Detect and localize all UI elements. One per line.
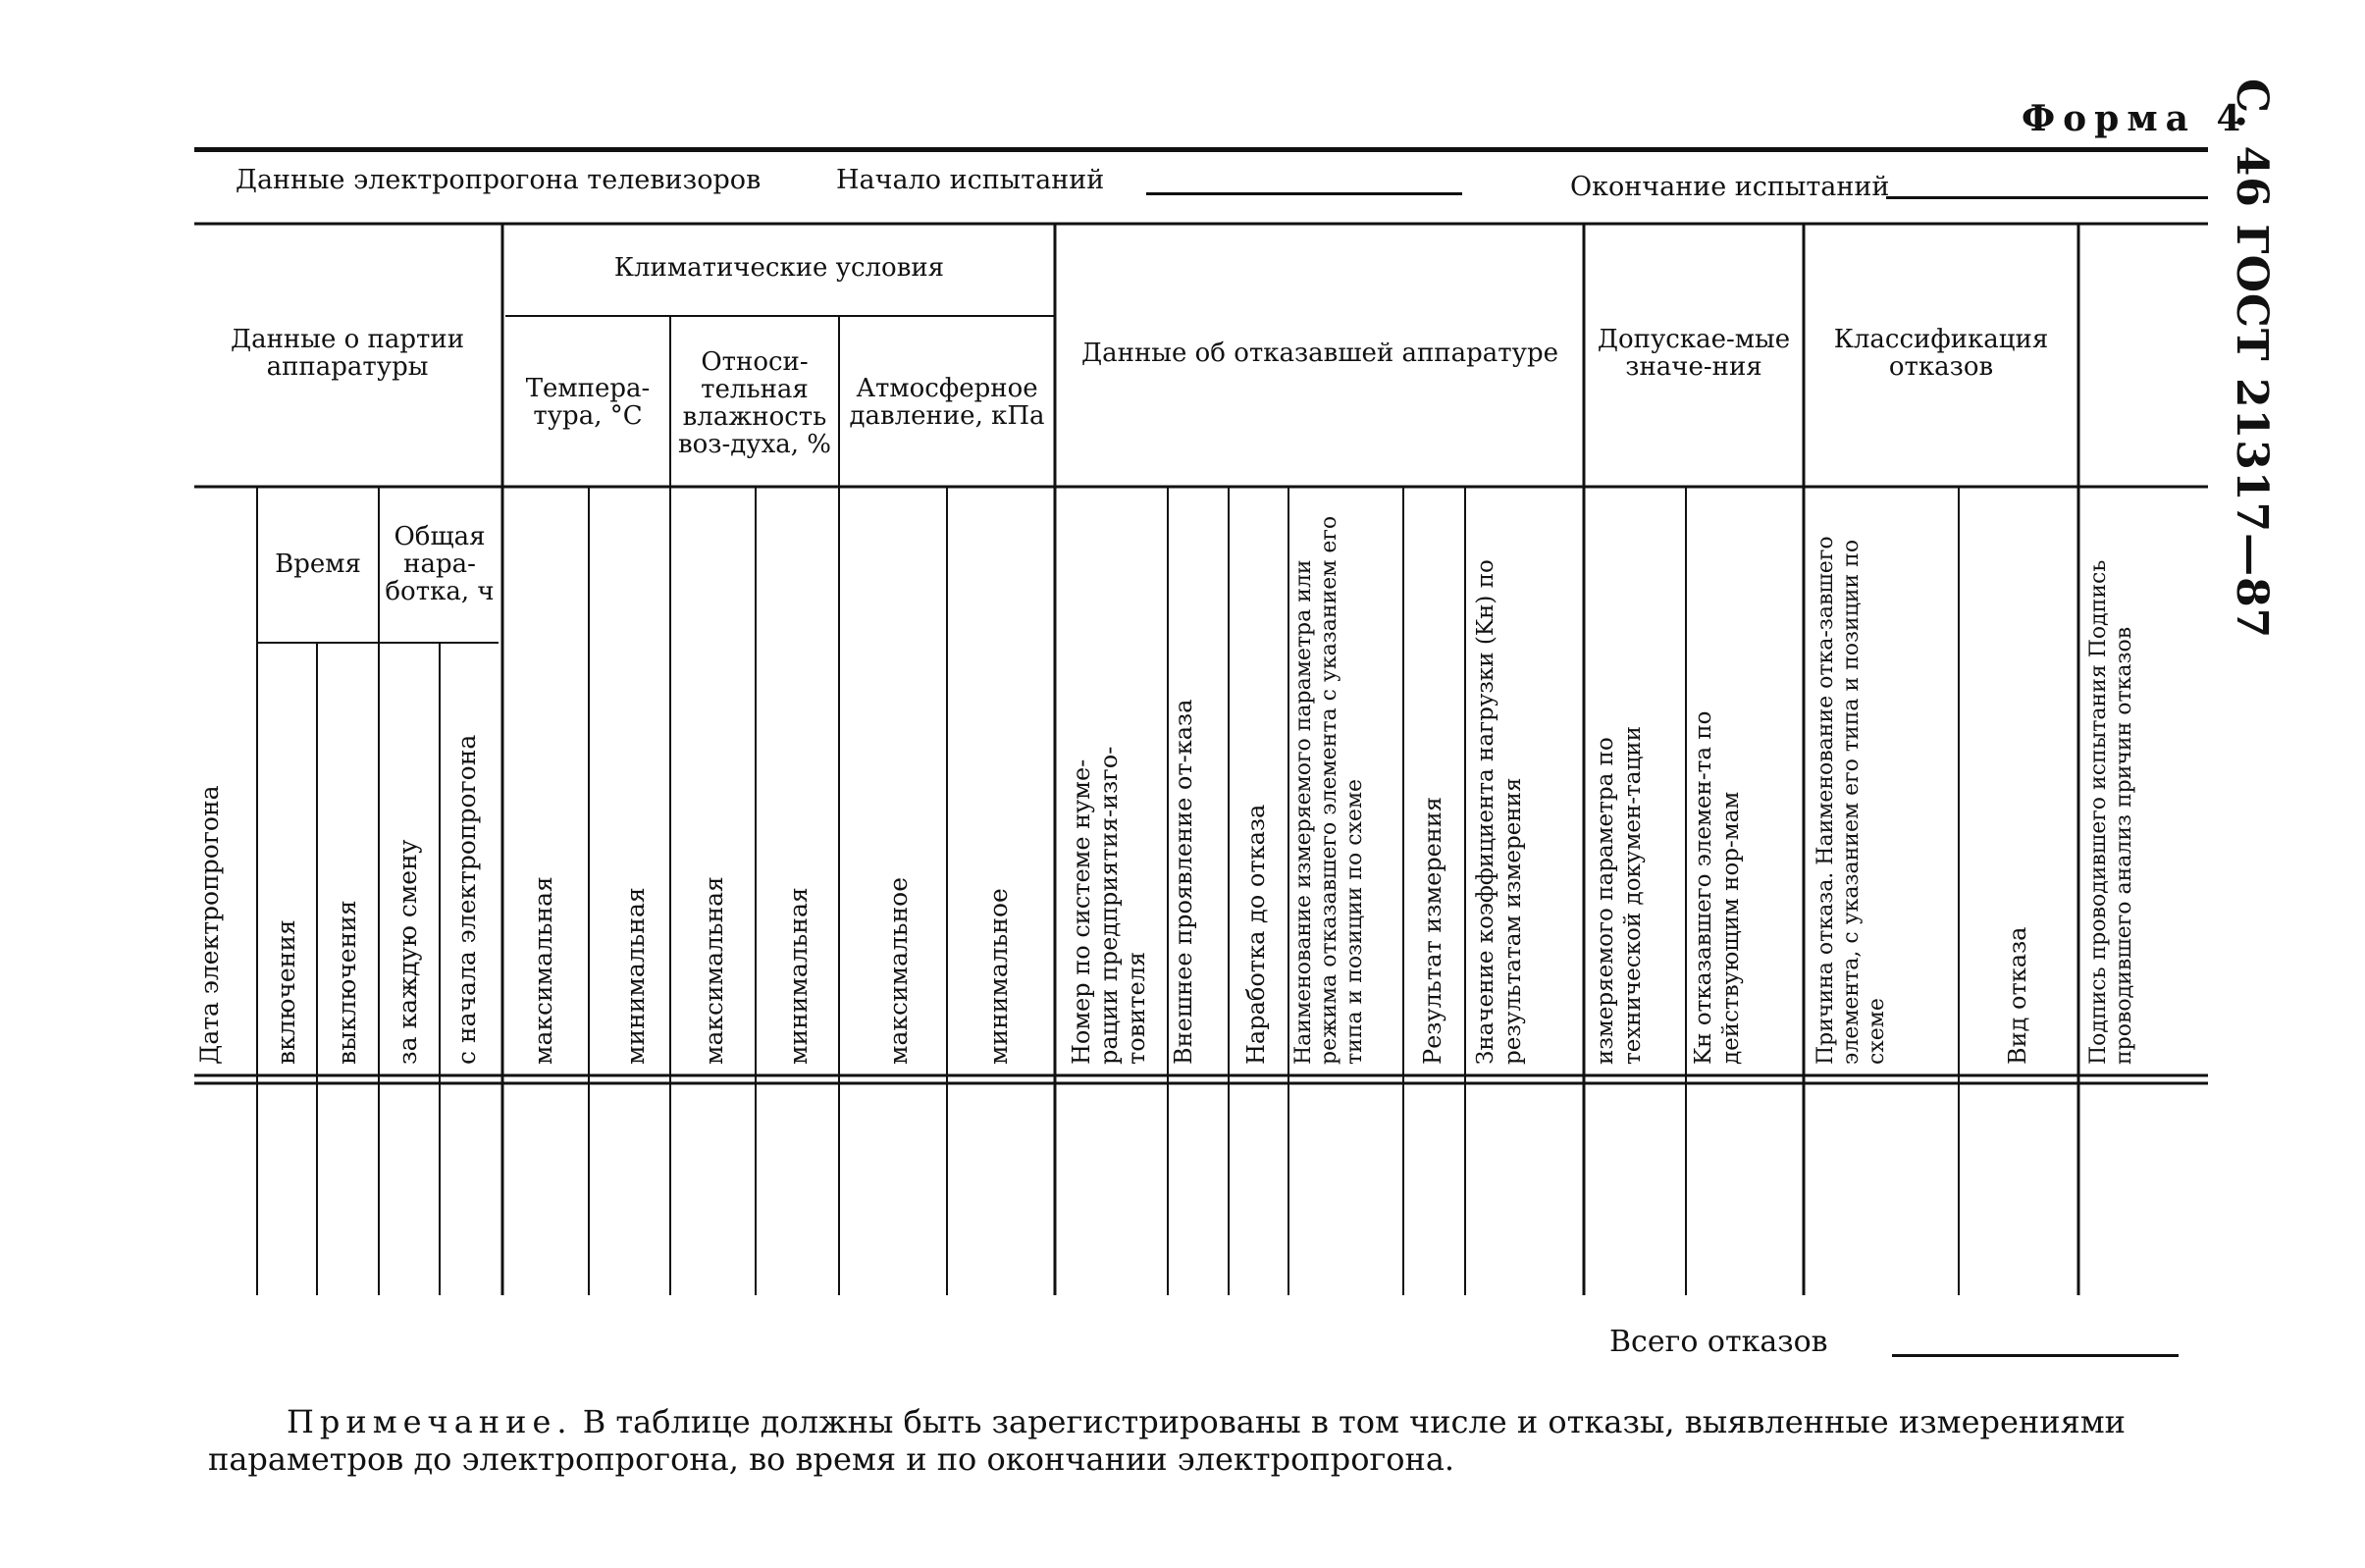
group-batch: Данные о партии аппаратуры [230,325,465,382]
document-page: С. 46 ГОСТ 21317—87 Форма 4 Данные электропрогона телевизоров Начало испытаний Окончание испытаний Данные о партии аппаратуры Климатические условия Темпера-тура, °С Относи-тельная влажность воз-духа, % Атмосферное давление, кПа Данные об отказавшей аппаратуре Допускае-мые значе-ния Классификация отказов Время Общая нара-ботка, ч Дата электропрогона включения выключения за каждую смену с начала электропрогона максимальная минимальная максимальная минимальная максимальное минимальное Номер по системе нуме-рации предприятия-изго-товителя Внешнее проявление от-каза Наработка до отказа Наименование измеряемого параметра или режима отказавшего элемента с указанием его типа и позиции по схеме Результат измерения Значение коэффициента нагрузки (Kн) по результатам измерения измеряемого параметра по технической докумен-тации Kн отказавшего элемен-та по действующим нор-мам Причина отказа. Наименование отка-завшего элемента, с указанием его типа и позиции по схеме Вид отказа Подпись проводившего испытания Подпись проводившего анализ причин отказов Всего отказов Примечание. В таблице должны быть зарегистрированы в том числе и отказы, выявленные измерениями параметров до электропрогона, во время и по окончании электропрогона. [0,0,2365,1568]
total-failures-label: Всего отказов [1609,1325,1828,1359]
group-pressure: Атмосферное давление, кПа [849,374,1045,431]
group-climate: Климатические условия [613,253,945,283]
note-lead: Примечание. [287,1403,573,1440]
note [208,1403,2161,1478]
group-humidity: Относи-тельная влажность воз-духа, % [678,347,831,459]
group-classification: Классификация отказов [1833,325,2049,382]
total-failures-field[interactable] [1892,1354,2179,1357]
start-label: Начало испытаний [836,165,1105,195]
form-title: Данные электропрогона телевизоров [236,165,762,195]
page-header-text: С. 46 ГОСТ 21317—87 [2227,78,2277,640]
group-total-operating: Общая нара-ботка, ч [385,522,495,606]
form-label: Форма 4 [2022,98,2249,139]
group-temperature: Темпера-тура, °С [525,374,651,431]
group-failed: Данные об отказавшей аппаратуре [1081,339,1558,368]
group-allowed: Допускае-мые значе-ния [1597,325,1791,382]
group-time: Время [275,549,361,579]
end-label: Окончание испытаний [1570,172,1890,202]
note-text: В таблице должны быть зарегистрированы в том числе и отказы, выявленные измерениями параметров до электропрогона, во время и по окончании электропрогона. [208,1403,2126,1478]
